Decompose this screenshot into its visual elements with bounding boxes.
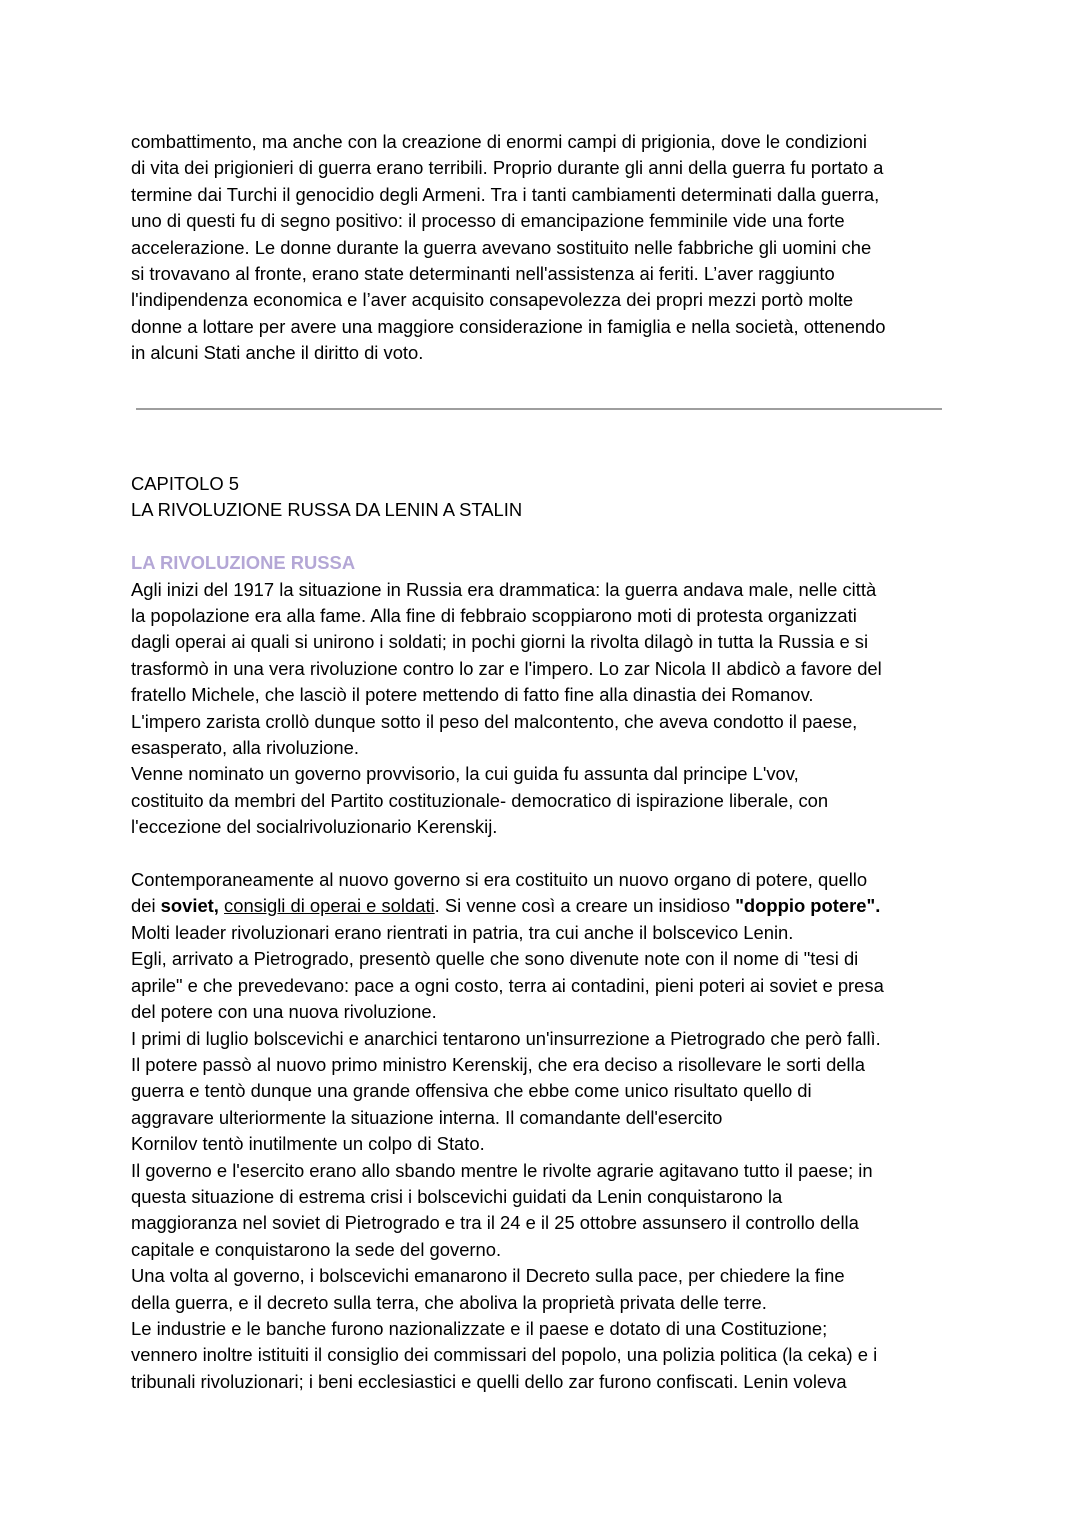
text-line: capitale e conquistarono la sede del governo.: [131, 1238, 502, 1260]
spacer: [131, 524, 961, 550]
text-line: esasperato, alla rivoluzione.: [131, 737, 359, 759]
text-line: aprile" e che prevedevano: pace a ogni costo, terra ai contadini, pieni poteri ai soviet e presa: [131, 974, 884, 996]
text-line: fratello Michele, che lasciò il potere mettendo di fatto fine alla dinastia dei Romanov.: [131, 684, 814, 706]
text-line: Molti leader rivoluzionari erano rientrati in patria, tra cui anche il bolscevico Lenin.: [131, 921, 794, 943]
text-line: uno di questi fu di segno positivo: il processo di emancipazione femminile vide una forte: [131, 210, 845, 232]
underlined-phrase: consigli di operai e soldati: [224, 895, 435, 917]
text-line: trasformò in una vera rivoluzione contro lo zar e l'impero. Lo zar Nicola II abdicò a favore del: [131, 657, 882, 679]
text-line: Egli, arrivato a Pietrogrado, presentò quelle che sono divenute note con il nome di "tesi di: [131, 948, 859, 970]
text-line: vennero inoltre istituiti il consiglio dei commissari del popolo, una polizia politica (la ceka) e i: [131, 1344, 878, 1366]
soviet-term: soviet,: [160, 895, 219, 917]
text-line: tribunali rivoluzionari; i beni ecclesiastici e quelli dello zar furono confiscati. Lenin voleva: [131, 1370, 847, 1392]
text-line: combattimento, ma anche con la creazione di enormi campi di prigionia, dove le condizioni: [131, 131, 868, 152]
text-line: questa situazione di estrema crisi i bolscevichi guidati da Lenin conquistarono la: [131, 1185, 783, 1207]
text-line: la popolazione era alla fame. Alla fine di febbraio scoppiarono moti di protesta organizzati: [131, 605, 857, 627]
spacer: [131, 841, 961, 867]
text-line: di vita dei prigionieri di guerra erano terribili. Proprio durante gli anni della guerra fu portato a: [131, 157, 884, 179]
text-line: l'indipendenza economica e l’aver acquisito consapevolezza dei propri mezzi portò molte: [131, 289, 854, 311]
text-line: maggioranza nel soviet di Pietrogrado e tra il 24 e il 25 ottobre assunsero il controllo della: [131, 1212, 859, 1234]
text-line: Il governo e l'esercito erano allo sbando mentre le rivolte agrarie agitavano tutto il paese; in: [131, 1159, 873, 1181]
text-line: in alcuni Stati anche il diritto di voto.: [131, 342, 424, 364]
text-line: Kornilov tentò inutilmente un colpo di Stato.: [131, 1133, 485, 1155]
text-line: L'impero zarista crollò dunque sotto il peso del malcontento, che aveva condotto il paese,: [131, 710, 858, 732]
text-line: costituito da membri del Partito costituzionale- democratico di ispirazione liberale, con: [131, 789, 829, 811]
section-divider: [136, 408, 942, 410]
text-line: termine dai Turchi il genocidio degli Armeni. Tra i tanti cambiamenti determinati dalla guerra,: [131, 183, 880, 205]
text-line: Venne nominato un governo provvisorio, la cui guida fu assunta dal principe L'vov,: [131, 763, 799, 785]
text-line: accelerazione. Le donne durante la guerra avevano sostituito nelle fabbriche gli uomini che: [131, 236, 872, 258]
text-line: si trovavano al fronte, erano state determinanti nell'assistenza ai feriti. L’aver raggiunto: [131, 263, 835, 285]
text-line: Il potere passò al nuovo primo ministro Kerenskij, che era deciso a risollevare le sorti della: [131, 1053, 865, 1075]
chapter-title: LA RIVOLUZIONE RUSSA DA LENIN A STALIN: [131, 499, 523, 521]
text-line: Una volta al governo, i bolscevichi emanarono il Decreto sulla pace, per chiedere la fine: [131, 1265, 845, 1287]
doppio-potere-term: "doppio potere".: [735, 895, 881, 917]
chapter-section: [131, 471, 961, 1395]
text-line: I primi di luglio bolscevichi e anarchici tentarono un'insurrezione a Pietrogrado che però fallì.: [131, 1027, 881, 1049]
text-line: della guerra, e il decreto sulla terra, che aboliva la proprietà privata delle terre.: [131, 1291, 767, 1313]
text-run: . Si venne così a creare un insidioso: [434, 895, 736, 917]
text-line: dagli operai ai quali si unirono i soldati; in pochi giorni la rivolta dilagò in tutta la Russia e si: [131, 631, 869, 653]
text-line: l'eccezione del socialrivoluzionario Kerenskij.: [131, 816, 498, 838]
text-line: Agli inizi del 1917 la situazione in Russia era drammatica: la guerra andava male, nelle città: [131, 578, 877, 600]
text-line: donne a lottare per avere una maggiore considerazione in famiglia e nella società, ottenendo: [131, 315, 886, 337]
text-line: Le industrie e le banche furono nazionalizzate e il paese e dotato di una Costituzione;: [131, 1317, 828, 1339]
text-run: dei: [131, 895, 161, 917]
chapter-number: CAPITOLO 5: [131, 473, 239, 494]
text-line-mixed: [131, 893, 961, 919]
text-line: del potere con una nuova rivoluzione.: [131, 1001, 437, 1023]
intro-paragraph: [131, 129, 961, 367]
text-line: aggravare ulteriormente la situazione interna. Il comandante dell'esercito: [131, 1106, 723, 1128]
section-subheading: LA RIVOLUZIONE RUSSA: [131, 552, 356, 574]
text-line: Contemporaneamente al nuovo governo si era costituito un nuovo organo di potere, quello: [131, 869, 868, 891]
text-line: guerra e tentò dunque una grande offensiva che ebbe come unico risultato quello di: [131, 1080, 812, 1102]
